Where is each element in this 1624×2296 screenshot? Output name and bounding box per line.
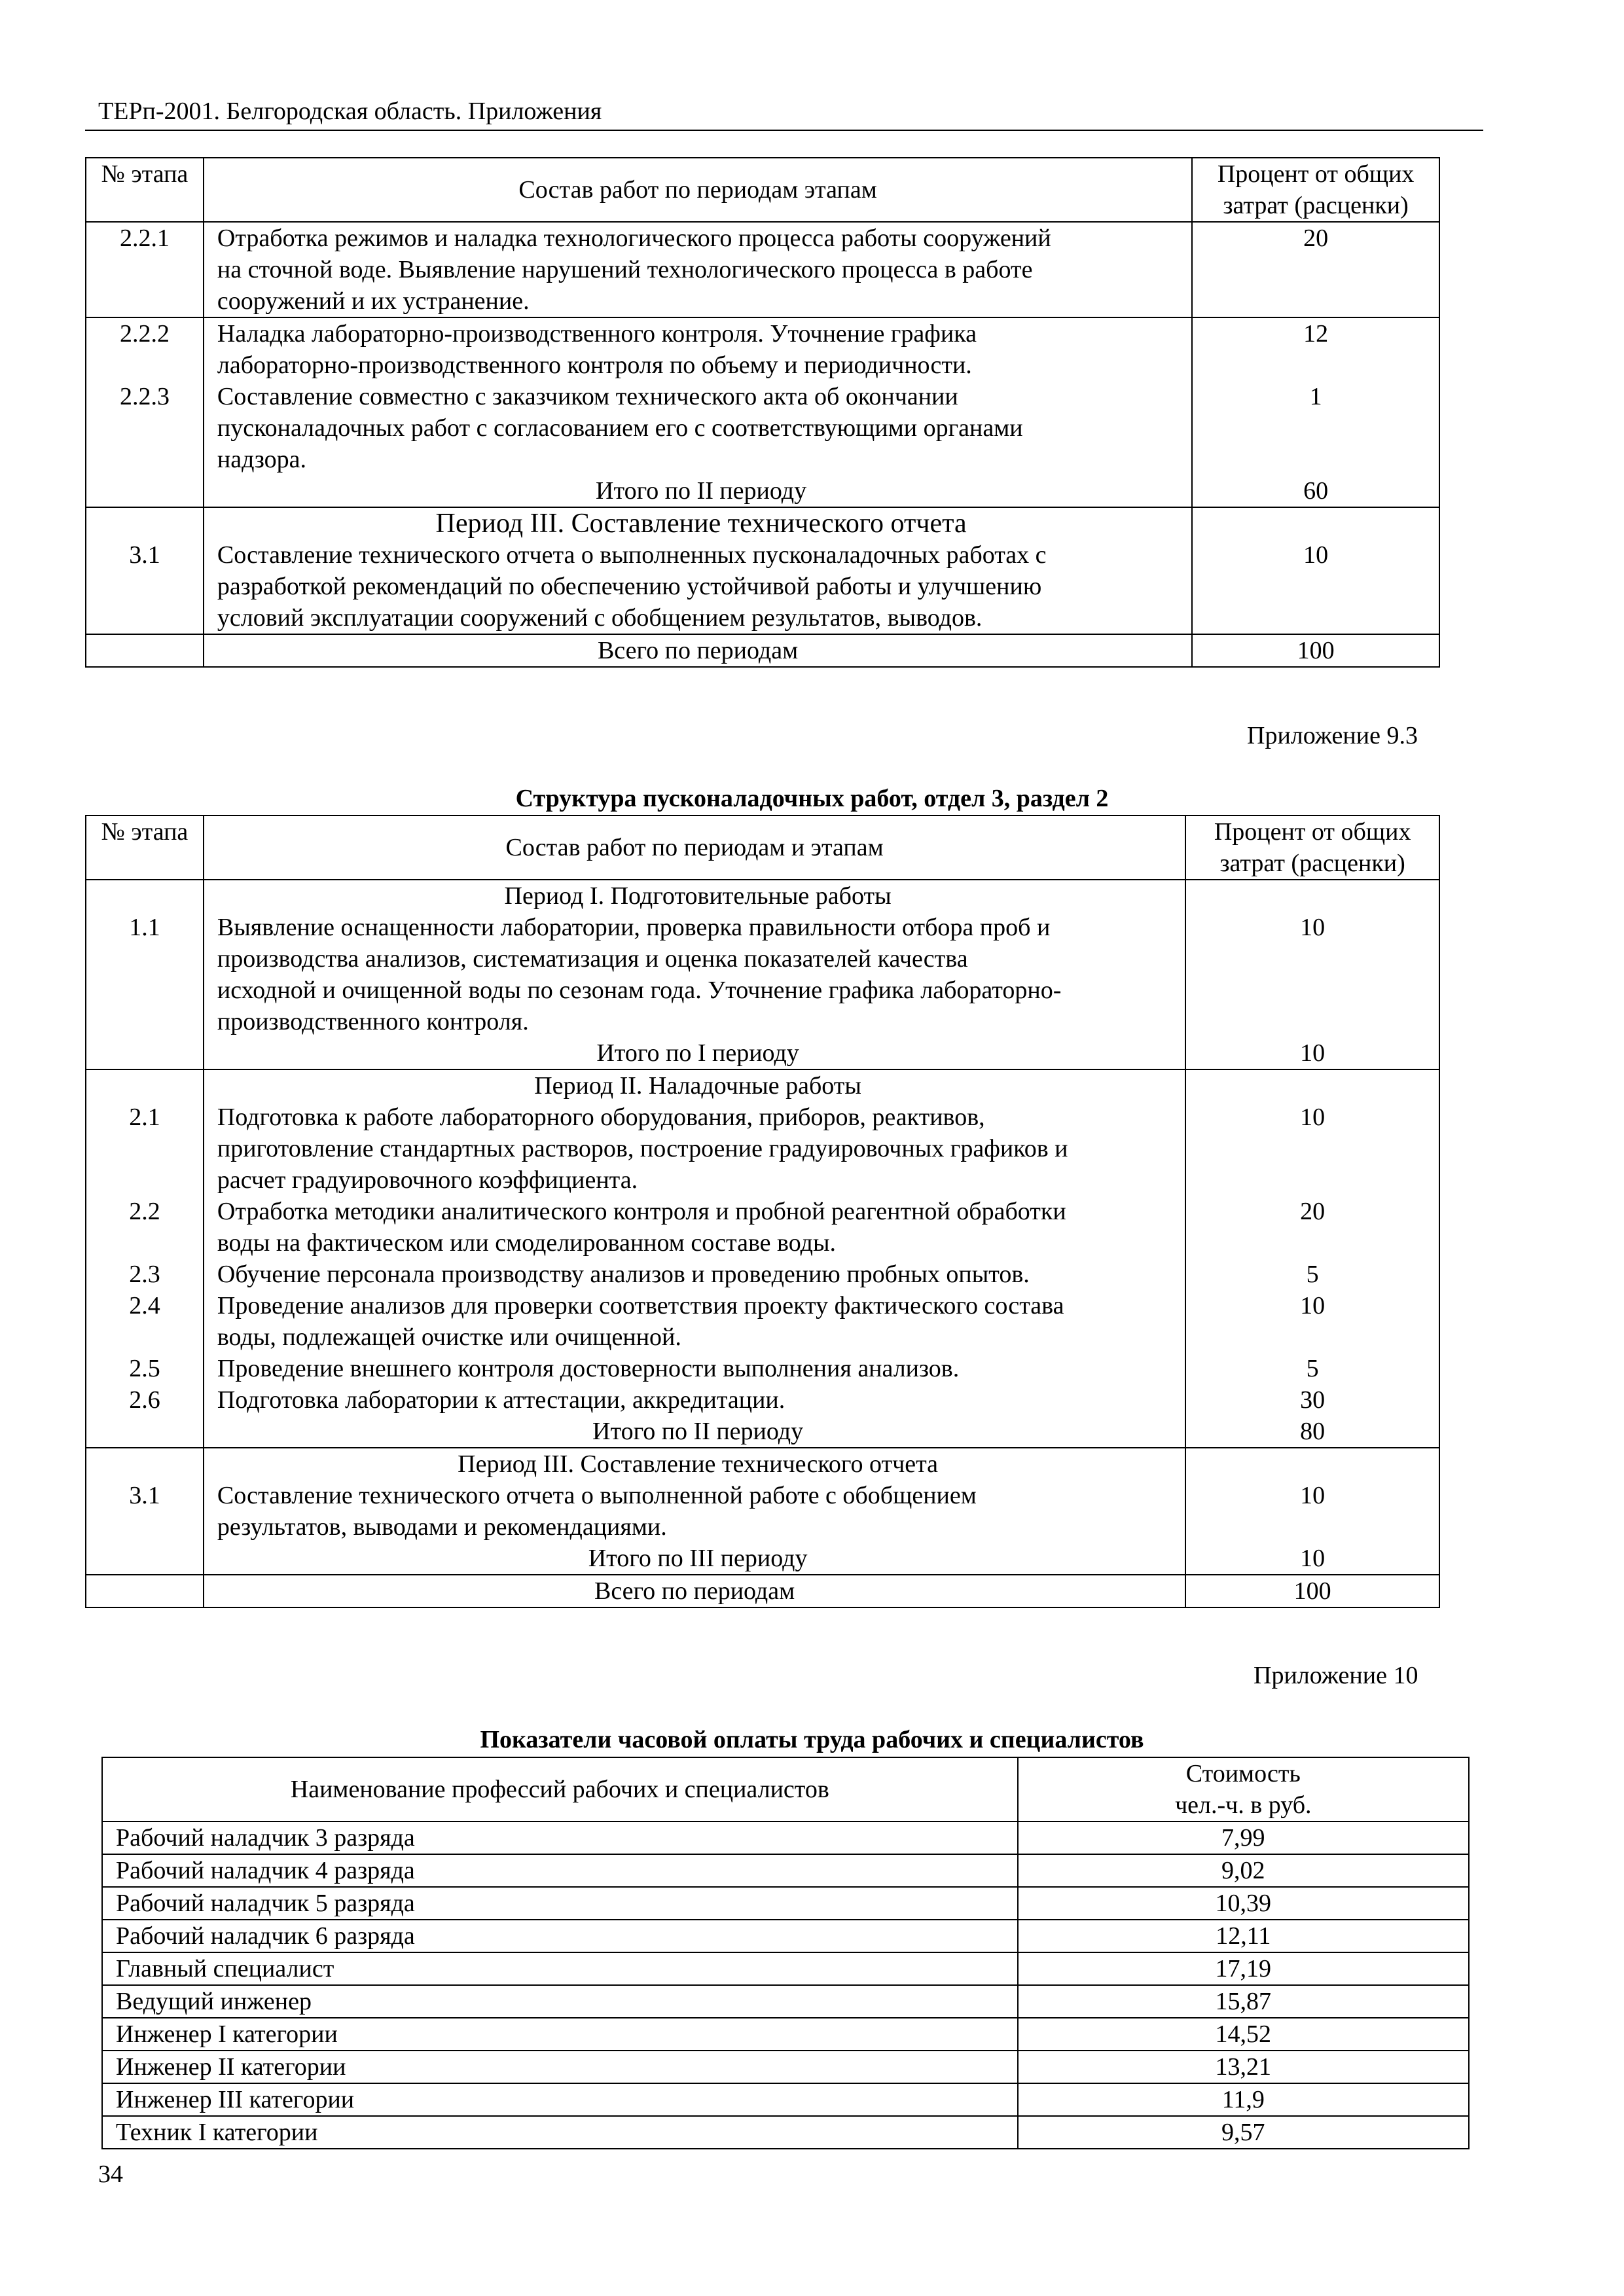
stage-numbers: 3.1 [86,507,204,634]
table-header-row [86,816,1439,880]
profession-name: Инженер III категории [102,2083,1018,2116]
profession-name: Техник I категории [102,2116,1018,2149]
period-heading: Период I. Подготовительные работы [504,882,892,910]
header-stage-number: № этапа [86,816,204,880]
stage-numbers: 3.1 [86,1448,204,1575]
header-work-composition: Состав работ по периодам этапам [204,158,1192,222]
period-heading: Период III. Составление технического отчета [435,509,967,539]
table-row [102,1920,1469,1952]
header-percent: Процент от общих затрат (расценки) [1185,816,1439,880]
hourly-cost: 9,02 [1018,1854,1469,1887]
profession-name: Рабочий наладчик 4 разряда [102,1854,1018,1887]
hourly-cost: 9,57 [1018,2116,1469,2149]
table-row [86,880,1439,1069]
work-lines: Период III. Составление технического отчета Составление технического отчета о выполненной работе с обобщением результатов, выводами и рекомендациями. Итого по III периоду [204,1448,1185,1575]
percent-values: 10 20 5 10 5 30 80 [1185,1069,1439,1448]
work-lines: Отработка режимов и наладка технологического процесса работы сооружений на сточной воде. Выявление нарушений технологического процесса в работе сооружений и их устранение. [204,222,1192,317]
period-heading: Период II. Наладочные работы [534,1072,861,1100]
table-row [86,317,1439,507]
header-percent: Процент от общих затрат (расценки) [1192,158,1439,222]
percent-values: 10 10 [1185,1448,1439,1575]
work-lines: Период II. Наладочные работы Подготовка к работе лабораторного оборудования, приборов, реактивов, приготовление стандартных растворов, построение градуировочных графиков и расчет градуировочного коэффициента. Отработка методики аналитического контроля и пробной реагентной обработки воды на фактическом или смоделированном составе воды. Обучение персонала производству анализов и проведению пробных опытов. Проведение анализов для проверки соответствия проекту фактического состава воды, подлежащей очистке или очищенной. Проведение внешнего контроля достоверности выполнения анализов. Подготовка лаборатории к аттестации, аккредитации. Итого по II периоду [204,1069,1185,1448]
empty-cell [86,1575,204,1607]
empty-cell [86,634,204,667]
work-lines: Период I. Подготовительные работы Выявление оснащенности лаборатории, проверка правильности отбора проб и производства анализов, систематизация и оценка показателей качества исходной и очищенной воды по сезонам года. Уточнение графика лабораторно- производственного контроля. Итого по I периоду [204,880,1185,1069]
period-total: Итого по II периоду [596,477,807,505]
period-total: Итого по III периоду [588,1545,808,1572]
hourly-cost: 10,39 [1018,1887,1469,1920]
stage-numbers: 1.1 [86,880,204,1069]
profession-name: Главный специалист [102,1952,1018,1985]
grand-total-value: 100 [1192,634,1439,667]
header-stage-number: № этапа [86,158,204,222]
hourly-cost: 7,99 [1018,1821,1469,1854]
table-header-row [86,158,1439,222]
profession-name: Рабочий наладчик 6 разряда [102,1920,1018,1952]
table-row [86,1069,1439,1448]
table-row [102,2083,1469,2116]
table-row [102,2018,1469,2051]
profession-name: Рабочий наладчик 5 разряда [102,1887,1018,1920]
percent-values: 20 [1192,222,1439,317]
profession-name: Ведущий инженер [102,1985,1018,2018]
table3-title: Показатели часовой оплаты труда рабочих и специалистов [480,1726,1144,1753]
hourly-cost: 17,19 [1018,1952,1469,1985]
table-total-row [86,1575,1439,1607]
percent-values: 12 1 60 [1192,317,1439,507]
table-row [102,2051,1469,2083]
table-stages-continued [85,157,1440,668]
period-heading: Период III. Составление технического отчета [458,1450,939,1478]
hourly-cost: 12,11 [1018,1920,1469,1952]
table-total-row [86,634,1439,667]
work-lines: Период III. Составление технического отчета Составление технического отчета о выполненных пусконаладочных работах с разработкой рекомендаций по обеспечению устойчивой работы и улучшению условий эксплуатации сооружений с обобщением результатов, выводов. [204,507,1192,634]
profession-name: Инженер II категории [102,2051,1018,2083]
table-row [86,1448,1439,1575]
grand-total-value: 100 [1185,1575,1439,1607]
period-total: Итого по II периоду [592,1418,804,1445]
table2-title: Структура пусконаладочных работ, отдел 3, раздел 2 [515,785,1109,812]
profession-name: Рабочий наладчик 3 разряда [102,1821,1018,1854]
table-row [102,1952,1469,1985]
grand-total-label: Всего по периодам [204,1575,1185,1607]
percent-values: 10 10 [1185,880,1439,1069]
appendix-label-9-3: Приложение 9.3 [1247,722,1418,749]
stage-numbers: 2.2.2 2.2.3 [86,317,204,507]
table-row [102,1854,1469,1887]
table-row [102,2116,1469,2149]
table-row [102,1887,1469,1920]
header-rule [85,130,1483,131]
table-structure-commissioning [85,815,1440,1608]
grand-total-label: Всего по периодам [204,634,1192,667]
table-row [86,222,1439,317]
table3-body [102,1821,1469,2149]
header-cost: Стоимость чел.-ч. в руб. [1018,1757,1469,1821]
hourly-cost: 15,87 [1018,1985,1469,2018]
profession-name: Инженер I категории [102,2018,1018,2051]
table-row [86,507,1439,634]
header-work-composition: Состав работ по периодам и этапам [204,816,1185,880]
hourly-cost: 13,21 [1018,2051,1469,2083]
page-number: 34 [98,2161,123,2188]
hourly-cost: 14,52 [1018,2018,1469,2051]
table-header-row [102,1757,1469,1821]
stage-numbers: 2.2.1 [86,222,204,317]
header-profession: Наименование профессий рабочих и специалистов [102,1757,1018,1821]
running-header: ТЕРп-2001. Белгородская область. Приложения [98,98,602,125]
table-row [102,1821,1469,1854]
stage-numbers: 2.1 2.2 2.3 2.4 2.5 2.6 [86,1069,204,1448]
percent-values: 10 [1192,507,1439,634]
table-row [102,1985,1469,2018]
work-lines: Наладка лабораторно-производственного контроля. Уточнение графика лабораторно-производственного контроля по объему и периодичности. Составление совместно с заказчиком технического акта об окончании пусконаладочных работ с согласованием его с соответствующими органами надзора. Итого по II периоду [204,317,1192,507]
period-total: Итого по I периоду [596,1039,799,1067]
appendix-label-10: Приложение 10 [1254,1662,1418,1689]
table-hourly-rates [101,1757,1470,2149]
hourly-cost: 11,9 [1018,2083,1469,2116]
